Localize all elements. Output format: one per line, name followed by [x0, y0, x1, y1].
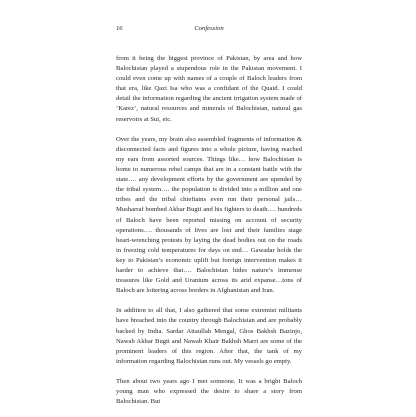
running-title: Confession: [194, 25, 224, 32]
paragraph-4: Then about two years ago I met someone. It was a bright Baloch young man who expressed the desire to share a story from Balochistan. But: [116, 378, 302, 406]
page-number: 16: [116, 25, 123, 32]
page-header: [116, 25, 302, 37]
paragraph-2: Over the years, my brain also assembled fragments of information & disconnected facts and figures into a whole picture, having reached my ears from assorted sources. Things like… how Balochistan is home to numerous rebel camps that are in a constant battle with the state…. any development efforts by the government are upended by the tribal system…. the population is divided into a million and one tribes and the tribal chieftains even run their personal jails… Musharraf bombed Akbar Bugti and his fighters to death…. hundreds of Baloch have been reported missing on account of security operations…. thousands of lives are lost and their families stage heart-wrenching protests by laying the dead bodies out on the roads in freezing cold temperatures for days on end… Gawadar holds the key to Pakistan’s economic uplift but foreign intervention makes it harder to achieve that…. Balochistan hides nature’s immense treasures like Gold and Uranium across its arid expanse…tons of Baloch are loitering across borders in Afghanistan and Iran.: [116, 135, 302, 295]
paragraph-1: from it being the biggest province of Pakistan, by area and how Balochistan played a stupendous role in the Pakistan movement. I could even come up with names of a couple of Baloch leaders from that era, like Qazi Isa who was a confidant of the Quaid. I could detail the information regarding the ancient irrigation system made of ‘Karez’, natural resources and minerals of Balochistan, natural gas reservoirs at Sui, etc.: [116, 55, 302, 123]
paragraph-3: In addition to all that, I also gathered that some extremist militants have breached into the country through Balochistan and are probably backed by India. Sardar Attaullah Mengal, Ghos Bakhsh Bazinjo, Nawab Akbar Bugti and Nawab Khair Bakhsh Marri are some of the prominent leaders of this region. After that, the tank of my information regarding Balochistan runs out. My vessels go empty.: [116, 307, 302, 365]
body-text: [116, 54, 302, 417]
